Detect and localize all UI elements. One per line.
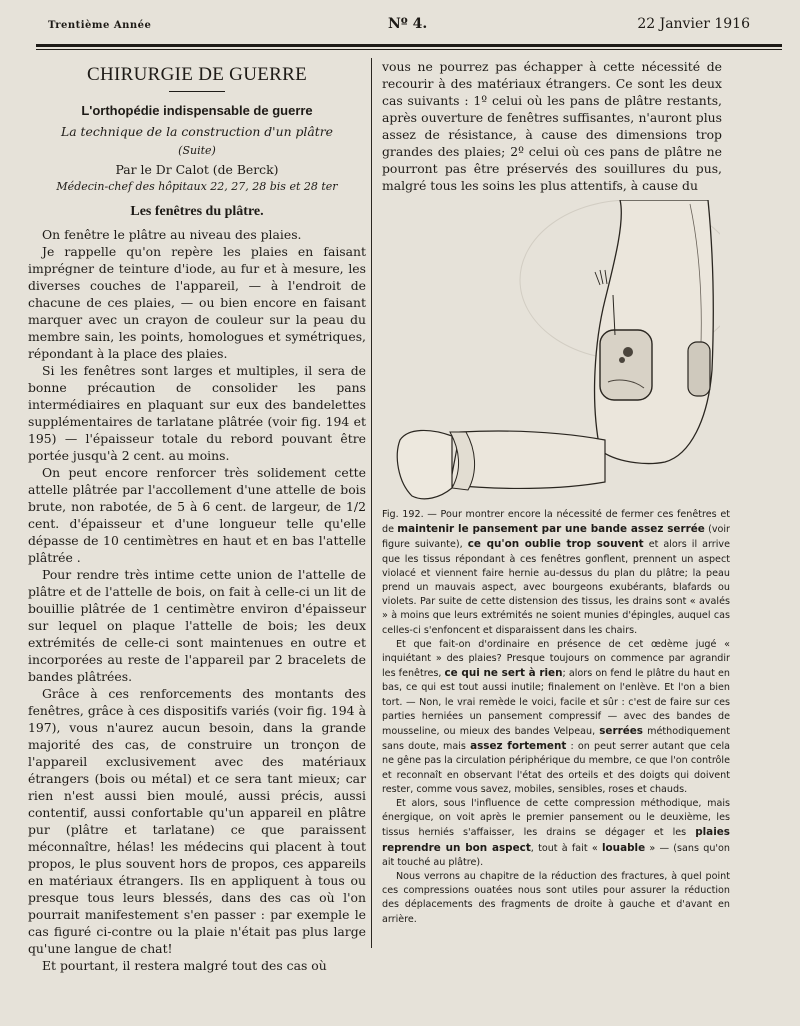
arm-plaster-illustration (390, 200, 720, 505)
volume-label: Trentième Année (48, 20, 152, 31)
header-rule-thin (36, 49, 782, 50)
paragraph: vous ne pourrez pas échapper à cette nécessité de recourir à des matériaux étrangers. Ce sont les deux cas suivants : 1º celui où les pans de plâtre restants, après ouverture de fenêtres suffisantes, n'auront plus assez de résistance, à cause des dimensions trop grandes des plaies; 2º celui où ces pans de plâtre ne pourront pas être préservés des souillures du pus, malgré tous les soins les plus attentifs, à cause du (382, 59, 722, 193)
paragraph: Grâce à ces renforcements des montants des fenêtres, grâce à ces dispositifs variés (voir fig. 194 à 197), vous n'aurez aucun besoin, dans la grande majorité des cas, de construire un tronçon de l'appareil exclusivement avec des matériaux étrangers (bois ou métal) et ce sera tant mieux; car rien n'est aussi bien moulé, aussi précis, aussi contentif, aussi confortable qu'un appareil en plâtre pur (plâtre et tarlatane) ce que paraissent méconnaître, hélas! les médecins qui placent à tout propos, le plus souvent hors de propos, ces appareils en matériaux étrangers. Ils en appliquent à tous ou presque tous leurs blessés, dans des cas où l'on pourrait manifestement s'en passer : par exemple le cas figuré ci-contre ou la plaie n'était pas plus large qu'une langue de chat! (28, 686, 366, 956)
caption-paragraph: Fig. 192. — Pour montrer encore la nécessité de fermer ces fenêtres et de maintenir le pansement par une bande assez serrée (voir figure suivante), ce qu'on oublie trop souvent et alors il arrive que les tissus répondant à ces fenêtres gonflent, prennent un aspect violacé et viennent faire hernie au-dessus du plan du plâtre; la peau prend un mauvais aspect, avec bourgeons exubérants, blafards ou violets. Par suite de cette distension des tissus, les drains sont « avalés » à moins que leurs extrémités ne soient munies d'épingles, auquel cas celles-ci s'enfoncent et disparaissent dans les chairs. (382, 509, 731, 636)
author-affiliation: Médecin-chef des hôpitaux 22, 27, 28 bis et 28 ter (56, 180, 338, 193)
header-rule (36, 44, 782, 47)
paragraph: Pour rendre très intime cette union de l'attelle de plâtre et de l'attelle de bois, on fait à celle-ci un lit de bouillie plâtrée de 1 centimètre environ d'épaisseur sur lequel on plaque l'attelle de bois; les deux extrémités de celle-ci sont maintenues en outre et incorporées au reste de l'appareil par 2 bracelets de bandes plâtrées. (28, 567, 366, 684)
article-subtitle: La technique de la construction d'un plâtre (60, 124, 334, 139)
rubric-title: CHIRURGIE DE GUERRE (87, 64, 307, 85)
paragraph: Je rappelle qu'on repère les plaies en faisant imprégner de teinture d'iode, au fur et à mesure, les diverses couches de l'appareil, — à l'endroit de chacune de ces plaies, — ou bien encore en faisant marquer avec un crayon de couleur sur la peau du membre sain, les points, homologues et symétriques, répondant à la place des plaies. (28, 244, 366, 361)
right-column-text (382, 58, 722, 194)
column-divider (371, 58, 372, 948)
continued-label: (Suite) (178, 144, 216, 157)
title-rule (169, 91, 225, 92)
running-header (40, 14, 780, 38)
paragraph: On fenêtre le plâtre au niveau des plaies. (42, 227, 302, 242)
figure-caption (382, 508, 730, 927)
caption-paragraph: Nous verrons au chapitre de la réduction des fractures, à quel point ces compressions ouatées nous sont utiles pour assurer la réduction des déplacements des fragments de droite à gauche et d'avant en arrière. (382, 871, 730, 925)
author-line: Par le Dr Calot (de Berck) (115, 162, 279, 177)
paragraph: On peut encore renforcer très solidement cette attelle plâtrée par l'accollement d'une attelle de bois brute, non rabotée, de 5 à 6 cent. de largeur, de 1/2 cent. d'épaisseur et d'une longueur telle qu'elle dépasse de 10 centimètres en haut et en bas l'attelle plâtrée . (28, 465, 366, 565)
issue-number: Nº 4. (388, 16, 428, 32)
caption-paragraph: Et que fait-on d'ordinaire en présence de cet œdème jugé « inquiétant » des plaies? Presque toujours on commence par agrandir les fenêtres, ce qui ne sert à rien; alors on fend le plâtre du haut en bas, ce qui est tout aussi inutile; finalement on l'enlève. Et l'on a bien tort. — Non, le vrai remède le voici, facile et sûr : c'est de faire sur ces parties herniées un pansement compressif — avec des bandes de mousseline, ou mieux des bandes Velpeau, serrées méthodiquement sans doute, mais assez fortement : on peut serrer autant que cela ne gêne pas la circulation périphérique du membre, ce que l'on contrôle et reconnaît en observant l'état des orteils et des doigts qui doivent rester, comme vous savez, mobiles, sensibles, roses et chauds. (382, 638, 730, 795)
paragraph: Si les fenêtres sont larges et multiples, il sera de bonne précaution de consolider les pans intermédiaires en plaquant sur eux des bandelettes supplémentaires de tarlatane plâtrée (voir fig. 194 et 195) — l'épaisseur totale du rebord pouvant être portée jusqu'à 2 cent. au moins. (28, 363, 366, 463)
issue-date: 22 Janvier 1916 (637, 16, 750, 32)
left-column (28, 58, 366, 974)
article-title: L'orthopédie indispensable de guerre (81, 103, 313, 118)
paragraph: Et pourtant, il restera malgré tout des cas où (42, 958, 327, 973)
section-title: Les fenêtres du plâtre. (130, 204, 264, 219)
caption-paragraph: Et alors, sous l'influence de cette compression méthodique, mais énergique, on voit après le premier pansement ou le deuxième, les tissus herniés s'affaisser, les drains se dégager et les plaies reprendre un bon aspect, tout à fait « louable » — (sans qu'on ait touché au plâtre). (382, 798, 731, 868)
